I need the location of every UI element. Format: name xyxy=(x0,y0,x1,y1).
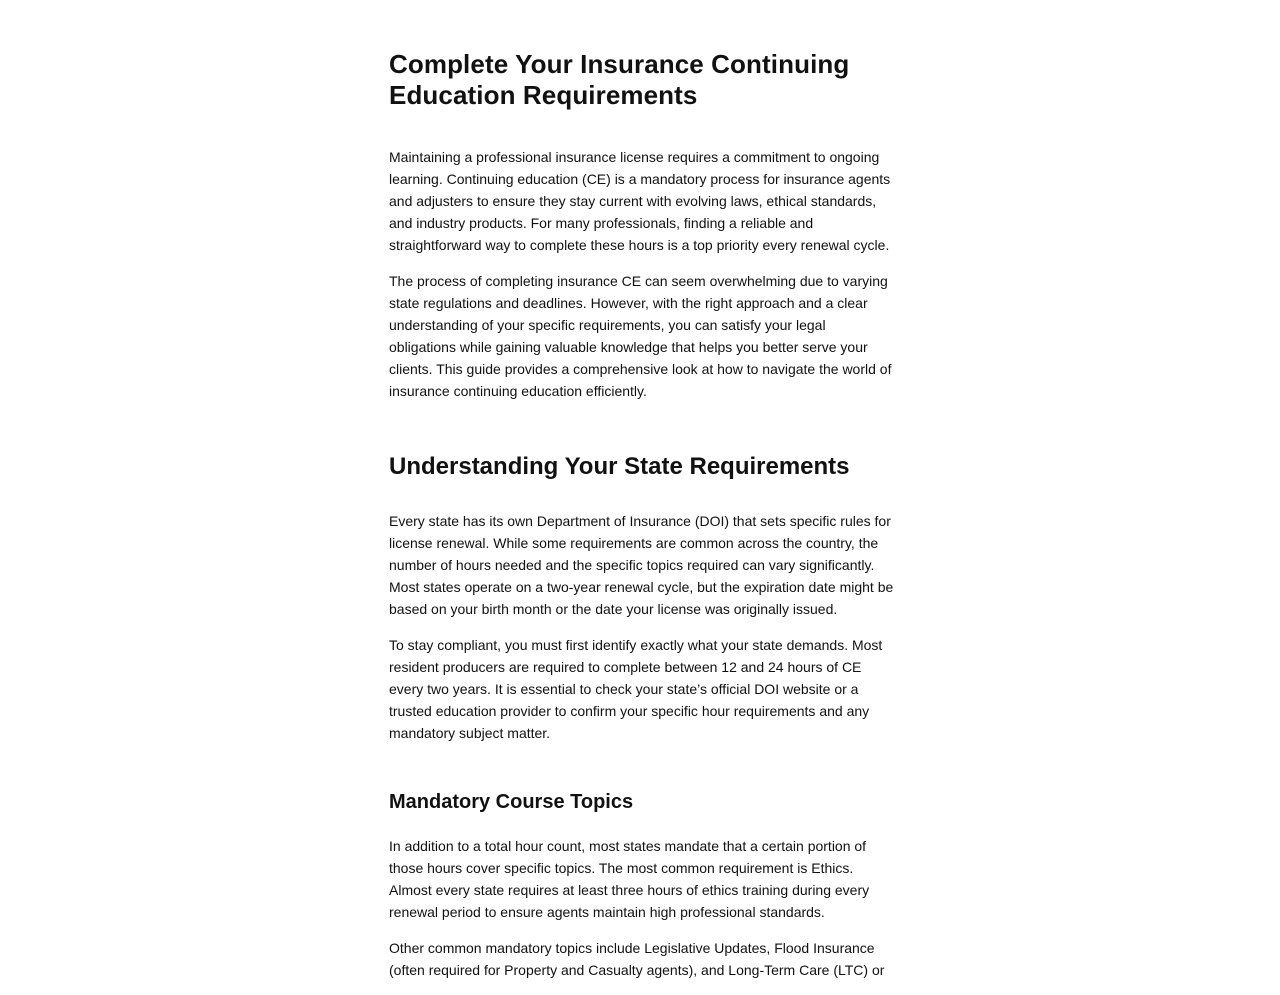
state-requirements-paragraph-2: To stay compliant, you must first identify exactly what your state demands. Most resident producers are required to complete between 12 and 24 hours of CE every two years. It is essential to check your state’s official DOI website or a trusted education provider to confirm your specific hour requirements and any mandatory subject matter. xyxy=(389,637,883,741)
mandatory-topics-section xyxy=(389,790,895,981)
article-title: Complete Your Insurance Continuing Education Requirements xyxy=(389,49,850,110)
intro-paragraph-1: Maintaining a professional insurance license requires a commitment to ongoing learning. Continuing education (CE) is a mandatory process for insurance agents and adjusters to ensure they stay current with evolving laws, ethical standards, and industry products. For many professionals, finding a reliable and straightforward way to complete these hours is a top priority every renewal cycle. xyxy=(389,149,891,253)
article xyxy=(389,49,895,995)
state-requirements-paragraph-1: Every state has its own Department of Insurance (DOI) that sets specific rules for license renewal. While some requirements are common across the country, the number of hours needed and the specific topics required can vary significantly. Most states operate on a two-year renewal cycle, but the expiration date might be based on your birth month or the date your license was originally issued. xyxy=(389,513,894,617)
mandatory-topics-paragraph-1: In addition to a total hour count, most states mandate that a certain portion of those hours cover specific topics. The most common requirement is Ethics. Almost every state requires at least three hours of ethics training during every renewal period to ensure agents maintain high professional standards. xyxy=(389,838,870,920)
mandatory-topics-heading: Mandatory Course Topics xyxy=(389,791,634,813)
mandatory-topics-paragraph-2: Other common mandatory topics include Legislative Updates, Flood Insurance (often required for Property and Casualty agents), and Long-Term Care (LTC) or xyxy=(389,940,885,978)
state-requirements-section xyxy=(389,452,895,744)
intro-paragraph-2: The process of completing insurance CE can seem overwhelming due to varying state regulations and deadlines. However, with the right approach and a clear understanding of your specific requirements, you can satisfy your legal obligations while gaining valuable knowledge that helps you better serve your clients. This guide provides a comprehensive look at how to navigate the world of insurance continuing education efficiently. xyxy=(389,273,892,399)
state-requirements-heading: Understanding Your State Requirements xyxy=(389,453,850,480)
